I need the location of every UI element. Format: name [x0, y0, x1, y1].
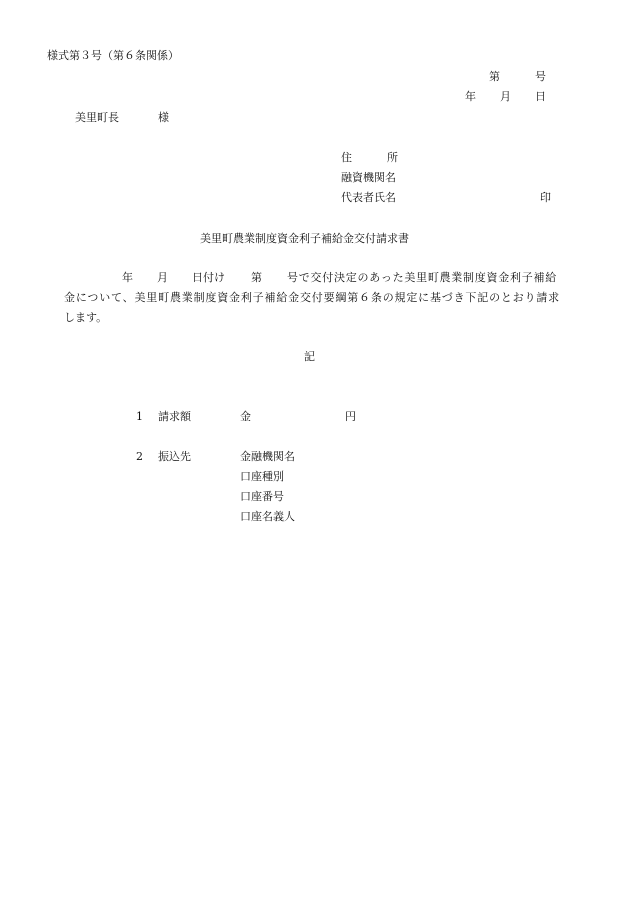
body-ref-year: 年 [122, 271, 133, 284]
body-line-3: します。 [64, 311, 108, 324]
addressee-honorific: 様 [158, 111, 169, 124]
institution-label: 融資機関名 [341, 171, 396, 184]
item-2-field-account-number: 口座番号 [240, 490, 284, 503]
item-1-prefix: 金 [240, 410, 251, 423]
addressee-name: 美里町長 [75, 111, 119, 124]
body-line-1: 号で交付決定のあった美里町農業制度資金利子補給 [287, 271, 557, 284]
doc-number-dai: 第 [489, 70, 500, 83]
item-2-field-account-type: 口座種別 [240, 470, 284, 483]
body-ref-month: 月 [157, 271, 168, 284]
representative-label: 代表者氏名 [341, 191, 396, 204]
doc-number-go: 号 [535, 70, 546, 83]
body-line-2: 金について、美里町農業制度資金利子補給金交付要綱第６条の規定に基づき下記のとおり請求 [64, 291, 560, 304]
form-label: 様式第３号（第６条関係） [47, 49, 179, 62]
date-year: 年 [465, 90, 476, 103]
body-ref-day: 日付け [192, 271, 225, 284]
ki-heading: 記 [304, 350, 315, 363]
address-label-1: 住 [341, 151, 352, 164]
document-title: 美里町農業制度資金利子補給金交付請求書 [200, 232, 409, 245]
date-day: 日 [535, 90, 546, 103]
item-1-number: 1 [136, 410, 143, 423]
body-ref-dai: 第 [251, 271, 262, 284]
item-2-field-bank: 金融機関名 [240, 450, 295, 463]
item-1-suffix: 円 [345, 410, 356, 423]
item-1-label: 請求額 [158, 410, 191, 423]
seal-mark: 印 [540, 191, 551, 204]
address-label-2: 所 [387, 151, 398, 164]
item-2-field-account-holder: 口座名義人 [240, 510, 295, 523]
item-2-label: 振込先 [158, 450, 191, 463]
date-month: 月 [500, 90, 511, 103]
item-2-number: 2 [136, 450, 143, 463]
